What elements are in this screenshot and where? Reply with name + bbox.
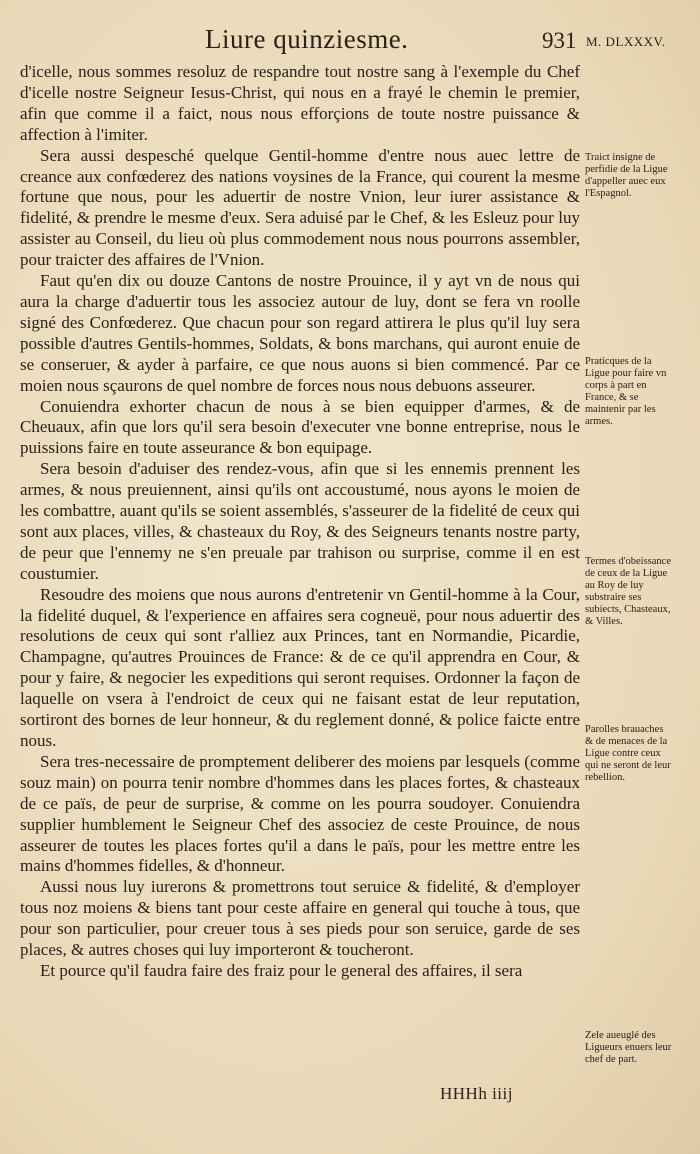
running-title: Liure quinziesme. — [205, 24, 409, 54]
marginal-note: Parolles brauaches & de menaces de la Ligue contre ceux qui ne seront de leur rebellion. — [585, 724, 671, 783]
paragraph: Et pource qu'il faudra faire des fraiz pour le general des affaires, il sera — [40, 960, 523, 980]
page-header — [0, 18, 700, 58]
paragraph: Aussi nous luy iurerons & promettrons tout seruice & fidelité, & d'employer tous noz moiens & biens tant pour ceste affaire en general qui touche à tous, que pour son particulier, pour creuer tous à ses pieds pour son seruice, garde de ses places, & autres choses qui luy importeront & toucheront. — [20, 877, 580, 960]
paragraph: Sera aussi despesché quelque Gentil-homme d'entre nous auec lettre de creance aux confœderez des nations voysines de la France, qui courent la mesme fortune que nous, pour les aduertir de nostre Vnion, leur iurer assistance & fidelité, & prendre le mesme d'eux. Sera aduisé par le Chef, & les Esleuz pour luy assister au Conseil, du lieu où plus commodement nous nous pourrons assembler, pour traicter des affaires de l'Vnion. — [20, 145, 580, 270]
marginal-note: Praticques de la Ligue pour faire vn corps à part en France, & se maintenir par les armes. — [585, 356, 667, 427]
paragraph: Sera tres-necessaire de promptement deliberer des moiens par lesquels (comme souz main) on pourra tenir nombre d'hommes dans les places fortes, & chasteaux de ce païs, de peur de surprise, & comme on les pourra soudoyer. Conuiendra supplier humblement le Seigneur Chef des associez de ceste Prouince, de nous asseurer de toutes les places fortes qu'il a dans le païs, pour les mettre entre les mains d'hommes fidelles, & d'honneur. — [20, 751, 580, 876]
paragraph: Conuiendra exhorter chacun de nous à se bien equipper d'armes, & de Cheuaux, afin que lors qu'il sera besoin d'executer vne bonne entreprise, nous le puissions faire en toute asseurance & bon equipage. — [20, 396, 580, 458]
marginal-note: Zele aueuglé des Ligueurs enuers leur chef de part. — [585, 1030, 672, 1065]
signature-mark: HHHh iiij — [440, 1084, 513, 1103]
paragraph: d'icelle, nous sommes resoluz de respandre tout nostre sang à l'exemple du Chef d'icelle nostre Seigneur Iesus-Christ, qui nous en a frayé le chemin le premier, afin que comme il a faict, nous nous efforçions de toute nostre puissance & affection à l'imiter. — [20, 62, 580, 144]
paragraph: Resoudre des moiens que nous aurons d'entretenir vn Gentil-homme à la Cour, la fidelité duquel, & l'experience en affaires sera cogneuë, pour nous aduertir des resolutions de ceux qui sont r'alliez aux Princes, tant en Normandie, Picardie, Champagne, qu'autres Prouinces de France: & de ce qu'il apprendra en Cour, & pour y faire, & negocier les expeditions qui seront requises. Ordonner la façon de laquelle on vsera à l'endroict de ceux qui ne faisant estat de leur reputation, sortiront des bornes de leur honneur, & du reglement donné, & police faicte entre nous. — [20, 584, 580, 750]
paragraph: Faut qu'en dix ou douze Cantons de nostre Prouince, il y ayt vn de nous qui aura la charge d'aduertir tous les associez autour de luy, dont se fera vn roolle signé des Confœderez. Que chacun pour son regard attirera le plus qu'il luy sera possible d'autres Gentils-hommes, Soldats, & bons marchans, qui auront enuie de se conseruer, & ayder à parfaire, ce que nous auons si bien commencé. Par ce moien nous sçaurons de quel nombre de forces nous nous debuons asseurer. — [20, 271, 580, 395]
main-text — [20, 62, 580, 982]
page-number: 931 — [542, 28, 577, 53]
paragraph: Sera besoin d'aduiser des rendez-vous, afin que si les ennemis prennent les armes, & nous preuiennent, ainsi qu'ils ont accoustumé, nous ayons le moien de les combattre, auant qu'ils se soient assemblés, s'asseurer de la fidelité de ceux qui sont aux places, villes, & chasteaux du Roy, & des Seigneurs tenants nostre party, de peur que l'ennemy ne s'en preuale par trahison ou surprise, comme il en est coustumier. — [20, 459, 580, 583]
marginal-note: Traict insigne de perfidie de la Ligue d'appeller auec eux l'Espagnol. — [585, 152, 668, 199]
marginal-note: Termes d'obeissance de ceux de la Ligue au Roy de luy substraire ses subiects, Chasteaux, & Villes. — [585, 556, 671, 627]
year-marginal: M. DLXXXV. — [586, 34, 666, 49]
